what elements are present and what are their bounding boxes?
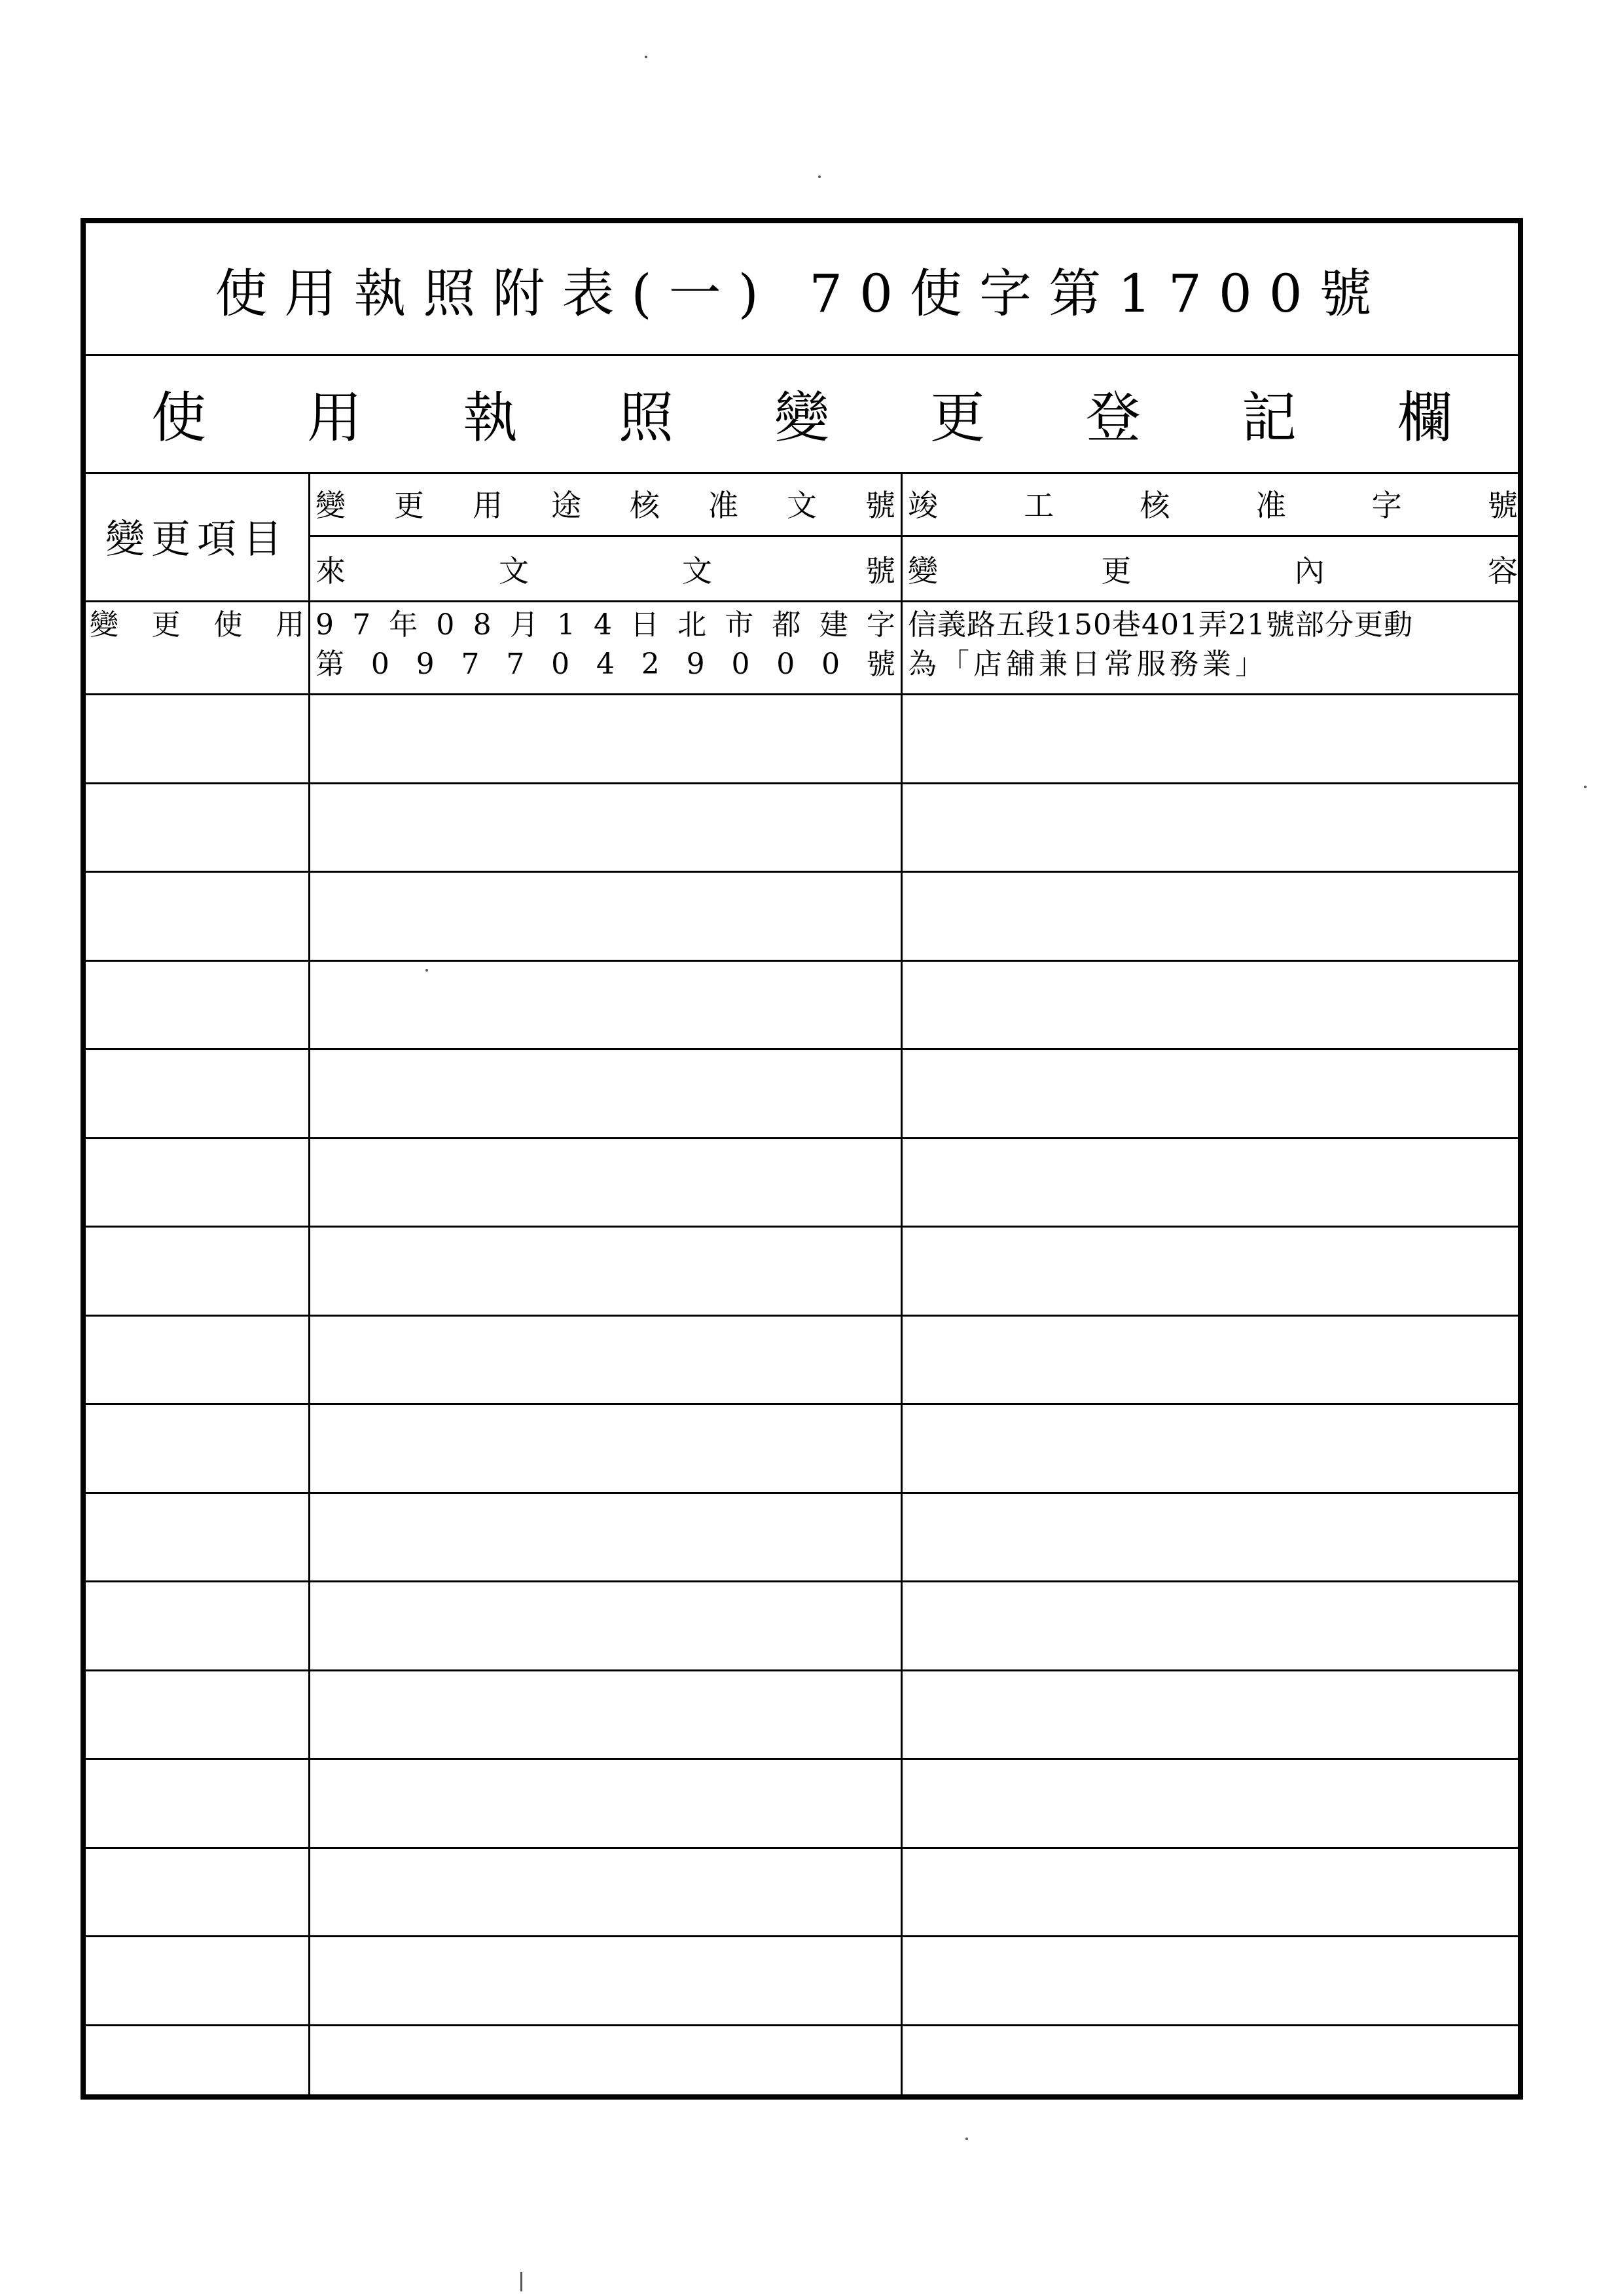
glyph: 8 (473, 608, 492, 642)
glyph: 欄 (1397, 385, 1452, 450)
glyph: 號 (866, 647, 895, 681)
glyph: 1 (556, 608, 575, 642)
glyph: 來 (315, 553, 346, 589)
glyph: 更 (1101, 553, 1132, 589)
glyph: 號 (865, 488, 895, 523)
glyph: 變 (90, 608, 118, 642)
glyph: 0 (436, 608, 455, 642)
glyph: 途 (551, 488, 581, 523)
row-divider (86, 1048, 1518, 1050)
glyph: 核 (630, 488, 660, 523)
glyph: 市 (725, 608, 754, 642)
glyph: 9 (686, 647, 705, 681)
glyph: 文 (787, 488, 817, 523)
header-approval-doc-no (312, 472, 899, 535)
glyph: 登 (1085, 385, 1141, 450)
glyph: 執 (462, 385, 518, 450)
row-divider (86, 1403, 1518, 1405)
glyph: 2 (641, 647, 660, 681)
glyph: 號 (865, 553, 895, 589)
glyph: 都 (772, 608, 801, 642)
row-divider (86, 871, 1518, 873)
form-title: 使用執照附表(一) 70使字第1700號 (215, 263, 1389, 324)
glyph: 容 (1487, 553, 1518, 589)
glyph: 號 (1487, 488, 1518, 523)
row-divider (86, 1226, 1518, 1228)
header-completion-permit-no (904, 472, 1522, 535)
glyph: 年 (389, 608, 418, 642)
row-divider (86, 693, 1518, 695)
row-divider (86, 1758, 1518, 1760)
glyph: 用 (306, 385, 362, 450)
glyph: 竣 (908, 488, 938, 523)
row-divider (86, 1137, 1518, 1139)
glyph: 更 (929, 385, 985, 450)
glyph: 更 (151, 608, 181, 642)
row-divider (86, 1315, 1518, 1317)
registration-form-frame (81, 218, 1523, 2100)
glyph: 4 (596, 647, 615, 681)
glyph: 准 (1255, 488, 1286, 523)
header-change-content (904, 537, 1522, 600)
glyph: 0 (776, 647, 795, 681)
glyph: 7 (506, 647, 525, 681)
glyph: 9 (315, 608, 334, 642)
glyph: 照 (618, 385, 674, 450)
glyph: 工 (1024, 488, 1054, 523)
glyph: 字 (1371, 488, 1402, 523)
row-doc-line2 (315, 645, 895, 684)
glyph: 准 (708, 488, 738, 523)
glyph: 9 (416, 647, 435, 681)
glyph: 北 (677, 608, 707, 642)
glyph: 更 (394, 488, 424, 523)
glyph: 用 (275, 608, 304, 642)
glyph: 0 (821, 647, 840, 681)
glyph: 內 (1294, 553, 1325, 589)
glyph: 7 (352, 608, 371, 642)
glyph: 使 (151, 385, 207, 450)
scan-speck (520, 2272, 522, 2291)
glyph: 7 (461, 647, 480, 681)
scan-speck (645, 56, 647, 58)
header-change-item: 變更項目 (105, 517, 289, 562)
scan-speck (965, 2138, 968, 2140)
row-content-line2: 為「店舖兼日常服務業」 (908, 647, 1268, 681)
row-content-line1: 信義路五段150巷401弄21號部分更動 (908, 608, 1413, 642)
glyph: 建 (819, 608, 848, 642)
glyph: 文 (499, 553, 529, 589)
scan-speck (1584, 786, 1587, 788)
scan-speck (818, 175, 821, 178)
row-divider (86, 1935, 1518, 1937)
glyph: 第 (315, 647, 344, 681)
row-change-item (86, 606, 308, 691)
glyph: 文 (682, 553, 712, 589)
row-divider (86, 1847, 1518, 1849)
glyph: 0 (731, 647, 750, 681)
glyph: 變 (774, 385, 829, 450)
glyph: 使 (213, 608, 243, 642)
row-change-content (904, 606, 1522, 691)
column-divider (308, 472, 310, 2100)
glyph: 日 (630, 608, 660, 642)
glyph: 0 (551, 647, 570, 681)
row-divider (86, 1580, 1518, 1582)
glyph: 月 (509, 608, 539, 642)
glyph: 0 (370, 647, 389, 681)
row-divider (86, 1492, 1518, 1494)
row-divider (86, 2024, 1518, 2026)
row-doc-line1 (315, 606, 895, 645)
header-incoming-doc-no (312, 537, 899, 600)
divider (86, 600, 1518, 602)
column-divider (901, 472, 903, 2100)
row-divider (86, 1669, 1518, 1671)
row-divider (86, 960, 1518, 962)
glyph: 核 (1140, 488, 1170, 523)
row-doc-number (312, 606, 899, 691)
glyph: 記 (1241, 385, 1297, 450)
glyph: 用 (473, 488, 503, 523)
glyph: 字 (866, 608, 895, 642)
glyph: 4 (593, 608, 612, 642)
form-subtitle (151, 354, 1452, 472)
row-divider (86, 782, 1518, 784)
glyph: 變 (908, 553, 938, 589)
glyph: 變 (315, 488, 346, 523)
